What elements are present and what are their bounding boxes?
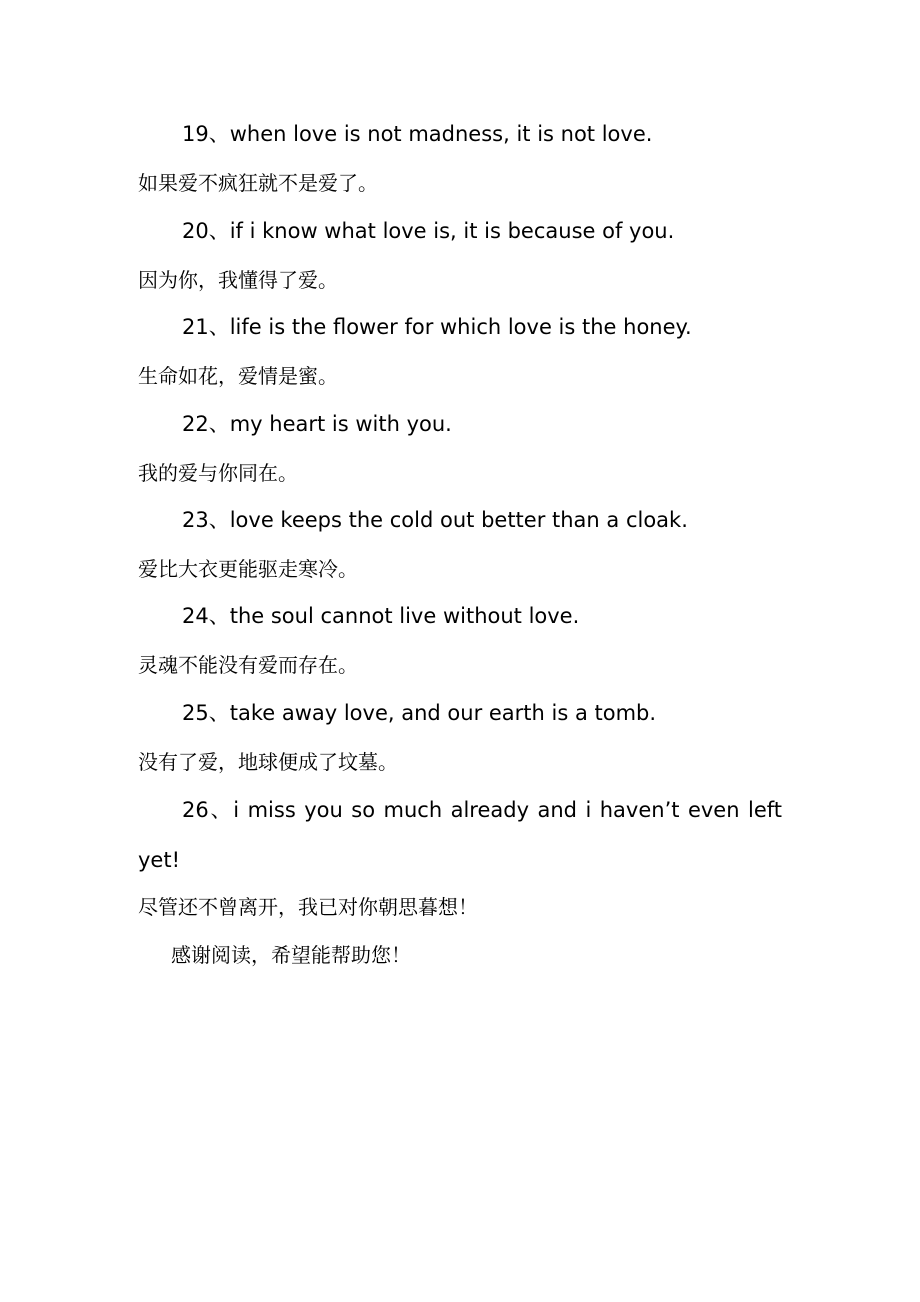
quote-26-chinese: 尽管还不曾离开，我已对你朝思暮想！ (138, 895, 478, 919)
quote-24-chinese: 灵魂不能没有爱而存在。 (138, 653, 358, 677)
quote-22-english: 22、my heart is with you. (182, 412, 452, 436)
quote-23-english: 23、love keeps the cold out better than a cloak. (182, 508, 688, 532)
quote-24-english: 24、the soul cannot live without love. (182, 604, 580, 628)
quote-26-english-line2: yet! (138, 848, 180, 872)
quote-19-chinese: 如果爱不疯狂就不是爱了。 (138, 171, 378, 195)
quote-26-english-line1: 26、i miss you so much already and i haven’t even left (182, 798, 782, 822)
quote-21-chinese: 生命如花，爱情是蜜。 (138, 364, 338, 388)
quote-19-english: 19、when love is not madness, it is not love. (182, 122, 653, 146)
quote-25-english: 25、take away love, and our earth is a tomb. (182, 701, 657, 725)
quote-22-chinese: 我的爱与你同在。 (138, 461, 298, 485)
quote-20-english: 20、if i know what love is, it is because of you. (182, 219, 675, 243)
quote-20-chinese: 因为你，我懂得了爱。 (138, 268, 338, 292)
quote-25-chinese: 没有了爱，地球便成了坟墓。 (138, 750, 398, 774)
quote-21-english: 21、life is the flower for which love is the honey. (182, 315, 692, 339)
quote-23-chinese: 爱比大衣更能驱走寒冷。 (138, 557, 358, 581)
closing-thanks: 感谢阅读，希望能帮助您！ (171, 943, 411, 967)
